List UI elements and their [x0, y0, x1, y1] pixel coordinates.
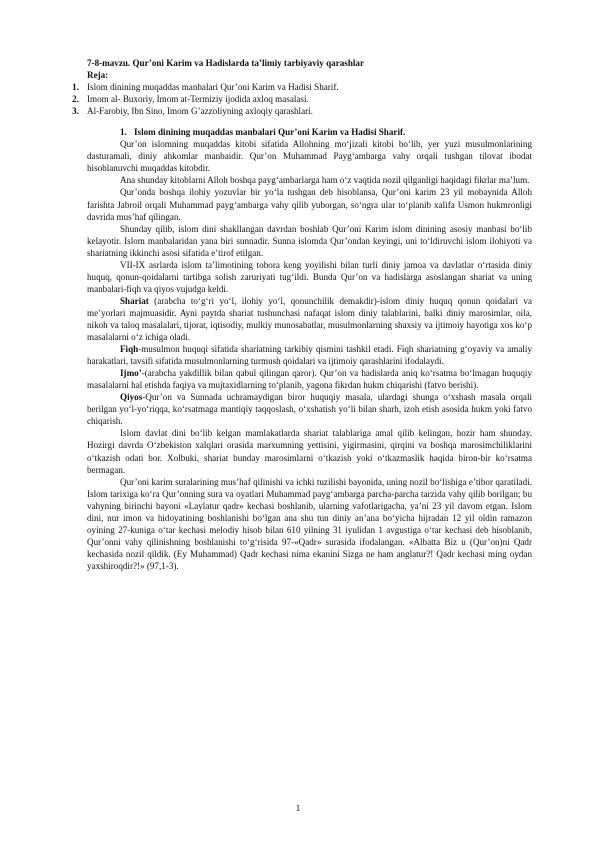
section-heading [87, 126, 532, 138]
paragraph [87, 427, 532, 475]
paragraph-text: VII-IX asrlarda islom ta’limotining tobora keng yoyilishi bilan turli diniy jamoa va davlatlar o‘rtasida diniy huquq, qonun-qoidalarni tartibga solish zaruriyati tug‘ildi. Bunda Qur’on va hadislarga asoslangan shariat va uning manbalari-fiqh va qiyos vujudga keldi. [87, 259, 532, 294]
plan-item-number: 3. [72, 106, 79, 117]
plan-item [72, 93, 532, 105]
term-ijmo: Ijmo’ [120, 368, 142, 379]
paragraph-text: Ana shunday kitoblarni Alloh boshqa payg‘ambarlarga ham o‘z vaqtida nozil qilganligi haqidagi fikrlar ma’lum. [120, 175, 530, 186]
paragraph-text: -(arabcha yakdillik bilan qabul qilingan qaror). Qur’on va hadislarda aniq ko‘rsatma bo‘lmagan huquqiy masalalarni hal etishda faqiya va mujtaxidlarning to‘planib, yagona fikrdan hukm chiqarishi (fatvo berishi). [87, 368, 532, 391]
paragraph [87, 138, 532, 174]
paragraph [87, 391, 532, 427]
plan-item-text: Imom al- Buxoriy, Imom at-Termiziy ijodida axloq masalasi. [87, 94, 309, 105]
paragraph [87, 186, 532, 222]
term-shariat: Shariat [120, 295, 149, 306]
paragraph [87, 174, 532, 186]
plan-item [72, 105, 532, 117]
page-number: 1 [295, 803, 301, 813]
plan-item-number: 1. [72, 82, 79, 93]
paragraph [87, 295, 532, 343]
plan-list [72, 81, 532, 117]
paragraph-text: -musulmon huquqi sifatida shariatning tarkibiy qismini tashkil etadi. Fiqh shariatning g‘oyaviy va amaliy harakatlari, tavsifi sifatida musulmonlarning turmush qoidalari va ijtimoiy qarashlarini ifodalaydi. [87, 344, 532, 367]
paragraph-text: -Qur’on va Sunnada uchramaydigan biror huquqiy masala, ulardagi shunga o‘xshash masala orqali berilgan yo‘l-yo‘riqqa, ko‘rsatmaga mantiqiy taqqoslash, o‘xshatish yo‘li bilan sharh, izoh etish asosida hukm yoki fatvo chiqarish. [87, 392, 532, 427]
paragraph-text: (arabcha to‘g‘ri yo‘l, ilohiy yo‘l, qonunchilik demakdir)-islom diniy huquq qonun qoidalari va me’yorlari majmuasidir. Ayni paytda shariat tushunchasi nafaqat islom diniy talablarini, balki diniy marosimlar, oila, nikoh va taloq masalalari, tijorat, iqtisodiy, mulkiy munosabatlar, musulmonlarning shaxsiy va ijtimoiy hayotiga xos ko‘p masalalarni o‘z ichiga oladi. [87, 295, 532, 343]
paragraph-text: Qur’oni karim suralarining mus’haf qilinishi va ichki tuzilishi bayonida, uning nozil bo‘lishiga e’tibor qaratiladi. Islom tarixiga ko‘ra Qur’onning sura va oyatlari Muhammad payg‘ambarga parcha-parcha tarzida vahy qilib borilgan; bu vahyning birinchi bayoni «Laylatur qadr» kechasi boshlanib, ularning vafotlarigacha, ya’ni 23 yil davom etgan. Islom dini, nur imon va hidoyatining boshlanishi bo‘lgan ana shu tun diniy an’ana bo‘yicha hijradan 12 yil oldin ramazon oyining 27-kuniga o‘tar kechasi melodiy hisob bilan 610 yilning 31 iyulidan 1 avgustiga o‘tar kechasi deb hisoblanib, Qur’onni vahy qilinishning boshlanishi to‘g‘risida 97-«Qadr» surasida ifodalangan. «Albatta Biz u (Qur’on)ni Qadr kechasida nozil qildik. (Ey Muhammad) Qadr kechasi nima ekanini Sizga ne ham anglatur?! Qadr kechasi ming oydan yaxshiroqdir?!» (97,1-3). [87, 476, 532, 571]
paragraph [87, 367, 532, 391]
paragraph-text: Qur’onda boshqa ilohiy yozuvlar bir yo‘la tushgan deb hisoblansa, Qur’oni karim 23 yil mobaynida Alloh farishta Jabroil orqali Muhammad payg‘ambarga vahy qilib yuborgan, so‘ngra ular to‘planib xalifa Usmon hukmronligi davrida mus’haf qilingan. [87, 187, 532, 222]
section-heading-text: Islom dinining muqaddas manbalari Qur’oni Karim va Hadisi Sharif. [134, 127, 406, 138]
plan-label: Reja: [87, 70, 109, 81]
paragraph-text: Qur’on islomning muqaddas kitobi sifatida Allohning mo‘jizali kitobi bo‘lib, yer yuzi musulmonlarining dasturamali, diniy ahkomlar manbaidir. Qur’on Muhammad Payg‘ambarga vahy orqali tushgan tilovat ibodat hisoblanuvchi muqaddas kitobdir. [87, 139, 532, 174]
document-body [72, 57, 532, 572]
term-qiyos: Qiyos [120, 392, 143, 403]
paragraph [87, 343, 532, 367]
page-title: 7-8-mavzu. Qur’oni Karim va Hadislarda ta’limiy tarbiyaviy qarashlar [87, 58, 365, 68]
paragraph [87, 259, 532, 295]
plan-item-text: Islom dinining muqaddas manbalari Qur’oni Karim va Hadisi Sharif. [87, 82, 339, 93]
plan-item-text: Al-Farobiy, Ibn Sino, Imom G’azzoliyning axloqiy qarashlari. [87, 106, 313, 117]
paragraph [87, 476, 532, 572]
plan-item-number: 2. [72, 94, 79, 105]
paragraph [87, 223, 532, 259]
paragraph-text: Islom davlat dini bo‘lib kelgan mamlakatlarda shariat talablariga amal qilib kelingan, hozir ham shunday. Hozirgi davrda O‘zbekiston xalqlari orasida marxumning yettisini, yigirmasini, qirqini va boshqa marosimchiliklarini o‘tkazish odati bor. Xolbuki, shariat bunday marosimlarni o‘tkazish yoki o‘tkazmaslik haqida biron-bir ko‘rsatma bermagan. [87, 428, 532, 475]
section-heading-number: 1. [120, 127, 127, 138]
paragraph-text: Shunday qilib, islom dini shakllangan davrdan boshlab Qur’oni Karim islom dinining asosiy manbasi bo‘lib kelayotir. Islom manbalaridan yana biri sunnadir. Sunna islomda Qur’ondan keyingi, uni to‘ldiruvchi islom ilohiyoti va shariatning ikkinchi asosi sifatida e’tirof etilgan. [87, 223, 532, 258]
term-fiqh: Fiqh [120, 344, 139, 355]
plan-item [72, 81, 532, 93]
